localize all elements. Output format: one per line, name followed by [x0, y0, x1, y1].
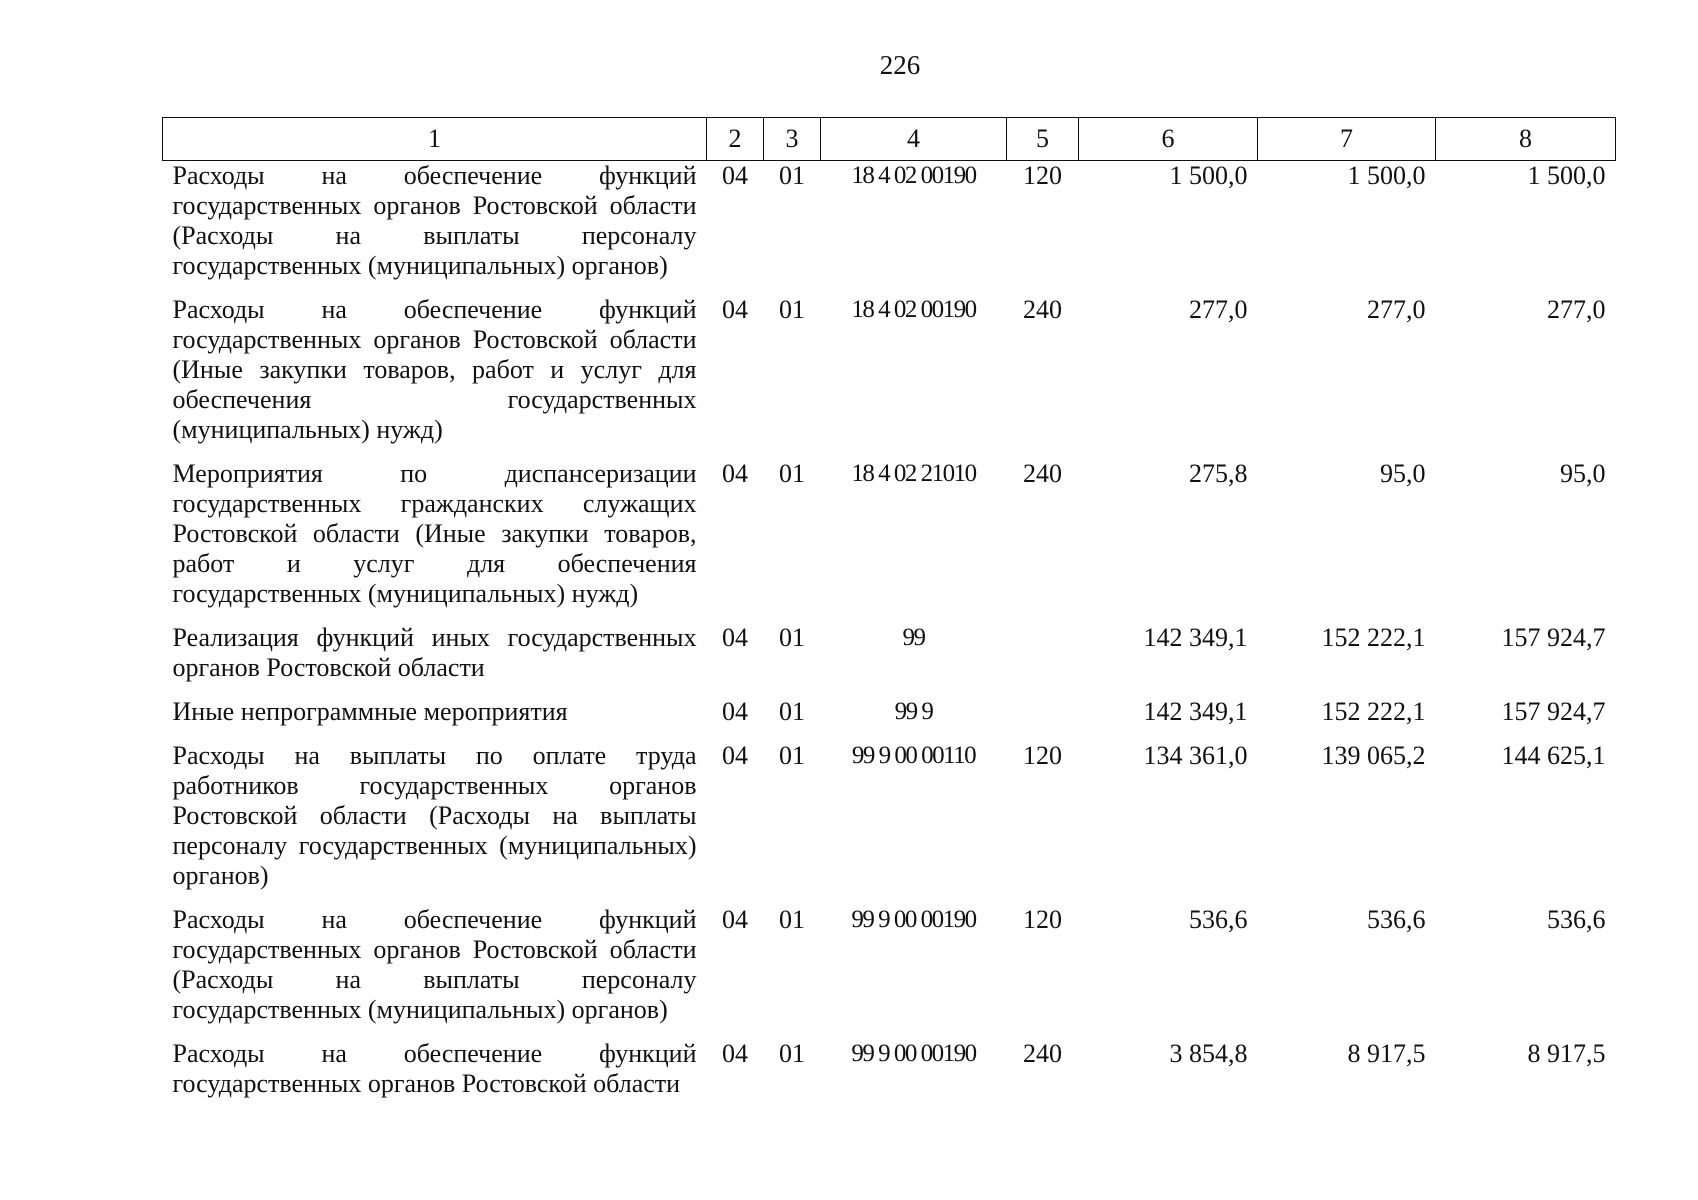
expense-type-code: [1007, 697, 1079, 741]
column-number-header-row: [163, 118, 1616, 161]
amount-year-1: 1 500,0: [1169, 161, 1248, 190]
target-article-code: 18 4 02 00190: [851, 162, 976, 189]
amount-year-2: 8 917,5: [1347, 1039, 1426, 1068]
row-description: Расходы на обеспечение функций государственных органов Ростовской области (Расходы на выплаты персоналу государственных (муниципальных) органов): [172, 161, 697, 280]
subsection-code: 01: [779, 161, 805, 190]
table-row: [163, 295, 1616, 459]
table-row: [163, 459, 1616, 623]
column-header-1: 1: [163, 118, 707, 161]
amount-year-3: 144 625,1: [1501, 741, 1606, 770]
column-header-2: 2: [707, 118, 764, 161]
table-row: [163, 161, 1616, 296]
amount-year-1: 277,0: [1189, 295, 1248, 324]
column-header-4: 4: [821, 118, 1007, 161]
target-article-code: 18 4 02 21010: [851, 460, 976, 487]
section-code: 04: [722, 697, 748, 726]
target-article-code: 18 4 02 00190: [851, 296, 976, 323]
amount-year-3: 157 924,7: [1501, 697, 1606, 726]
expense-type-code: 240: [1023, 459, 1062, 488]
amount-year-3: 536,6: [1547, 905, 1606, 934]
column-header-6: 6: [1079, 118, 1258, 161]
target-article-code: 99 9 00 00190: [851, 1040, 976, 1067]
amount-year-2: 536,6: [1367, 905, 1426, 934]
table-row: [163, 697, 1616, 741]
amount-year-1: 134 361,0: [1143, 741, 1248, 770]
amount-year-1: 142 349,1: [1143, 623, 1248, 652]
section-code: 04: [722, 741, 748, 770]
page-number: 226: [879, 50, 921, 80]
column-header-7: 7: [1258, 118, 1436, 161]
amount-year-2: 277,0: [1367, 295, 1426, 324]
section-code: 04: [722, 459, 748, 488]
table-row: [163, 905, 1616, 1039]
target-article-code: 99 9 00 00190: [851, 906, 976, 933]
row-description: Иные непрограммные мероприятия: [172, 697, 568, 726]
expense-type-code: 120: [1023, 161, 1062, 190]
target-article-code: 99 9: [894, 698, 933, 725]
amount-year-1: 142 349,1: [1143, 697, 1248, 726]
expense-type-code: 120: [1023, 905, 1062, 934]
row-description: Реализация функций иных государственных органов Ростовской области: [172, 623, 697, 682]
section-code: 04: [722, 295, 748, 324]
expense-type-code: 120: [1023, 741, 1062, 770]
table-row: [163, 741, 1616, 905]
column-header-8: 8: [1436, 118, 1616, 161]
amount-year-2: 95,0: [1380, 459, 1426, 488]
amount-year-3: 1 500,0: [1527, 161, 1606, 190]
subsection-code: 01: [779, 459, 805, 488]
amount-year-2: 139 065,2: [1321, 741, 1426, 770]
amount-year-2: 152 222,1: [1321, 697, 1426, 726]
amount-year-1: 536,6: [1189, 905, 1248, 934]
amount-year-1: 275,8: [1189, 459, 1248, 488]
amount-year-3: 157 924,7: [1501, 623, 1606, 652]
target-article-code: 99 9 00 00110: [851, 742, 976, 769]
column-header-5: 5: [1007, 118, 1079, 161]
column-header-3: 3: [764, 118, 821, 161]
subsection-code: 01: [779, 905, 805, 934]
section-code: 04: [722, 905, 748, 934]
amount-year-2: 152 222,1: [1321, 623, 1426, 652]
expense-type-code: [1007, 623, 1079, 697]
row-description: Расходы на обеспечение функций государственных органов Ростовской области (Иные закупки товаров, работ и услуг для обеспечения государственных (муниципальных) нужд): [172, 295, 697, 444]
subsection-code: 01: [779, 697, 805, 726]
amount-year-3: 95,0: [1560, 459, 1606, 488]
subsection-code: 01: [779, 295, 805, 324]
expense-type-code: 240: [1023, 1039, 1062, 1068]
table-row: [163, 623, 1616, 697]
section-code: 04: [722, 161, 748, 190]
amount-year-3: 277,0: [1547, 295, 1606, 324]
amount-year-3: 8 917,5: [1527, 1039, 1606, 1068]
section-code: 04: [722, 623, 748, 652]
amount-year-2: 1 500,0: [1347, 161, 1426, 190]
row-description: Мероприятия по диспансеризации государственных гражданских служащих Ростовской области (Иные закупки товаров, работ и услуг для обеспечения государственных (муниципальных) нужд): [172, 459, 697, 608]
row-description: Расходы на выплаты по оплате труда работников государственных органов Ростовской области (Расходы на выплаты персоналу государственных (муниципальных) органов): [172, 741, 697, 890]
table-row: [163, 1039, 1616, 1099]
row-description: Расходы на обеспечение функций государственных органов Ростовской области (Расходы на выплаты персоналу государственных (муниципальных) органов): [172, 905, 697, 1024]
expense-type-code: 240: [1023, 295, 1062, 324]
budget-table: [162, 117, 1616, 1099]
target-article-code: 99: [902, 624, 925, 651]
section-code: 04: [722, 1039, 748, 1068]
amount-year-1: 3 854,8: [1169, 1039, 1248, 1068]
subsection-code: 01: [779, 741, 805, 770]
row-description: Расходы на обеспечение функций государственных органов Ростовской области: [172, 1039, 697, 1098]
subsection-code: 01: [779, 623, 805, 652]
subsection-code: 01: [779, 1039, 805, 1068]
